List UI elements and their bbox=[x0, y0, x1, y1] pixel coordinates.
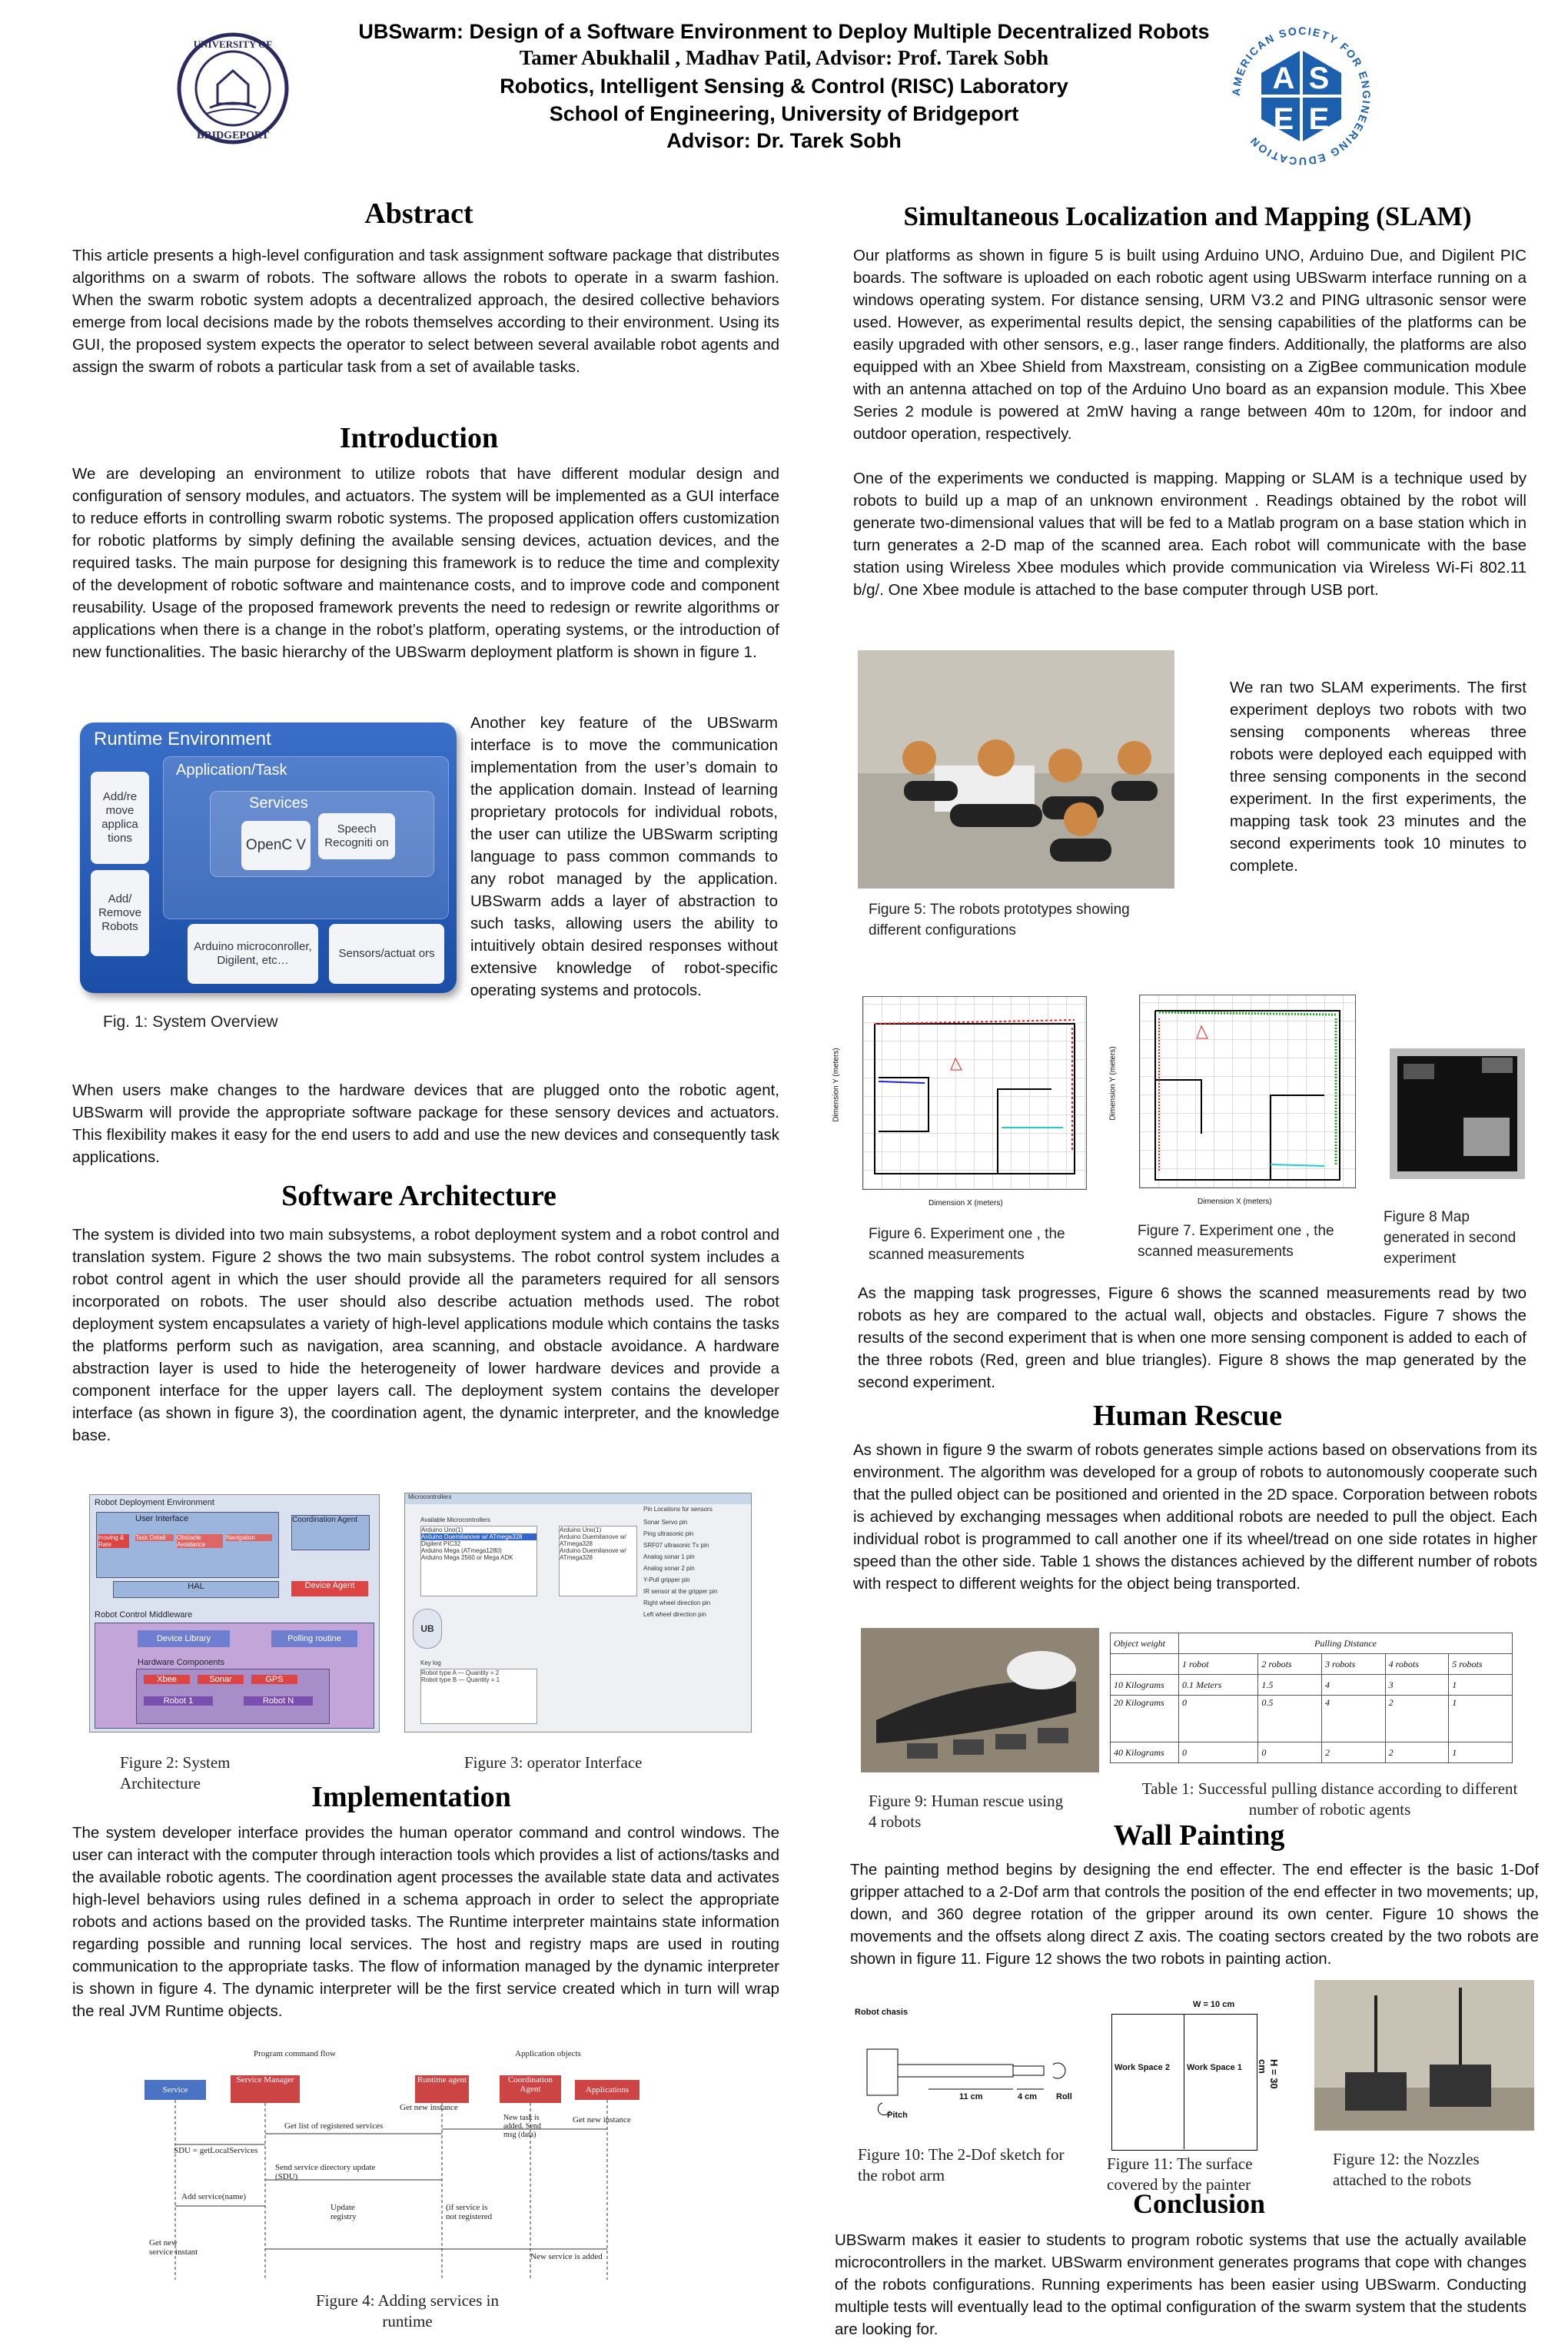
fig3-item[interactable]: Arduino Duemilanove w/ ATmega328 bbox=[421, 1533, 537, 1540]
fig10-chassis: Robot chasis bbox=[855, 2008, 909, 2017]
asee-letter-e1: E bbox=[1273, 102, 1294, 136]
fig3-pins bbox=[643, 1517, 743, 1620]
fig12-caption: Figure 12: the Nozzles attached to the robots bbox=[1333, 2150, 1480, 2189]
fig2-robot1: Robot 1 bbox=[144, 1696, 213, 1706]
table1-row-label: 20 Kilograms bbox=[1111, 1696, 1179, 1742]
svg-text:AMERICAN SOCIETY FOR ENGINEERI: AMERICAN SOCIETY FOR ENGINEERING EDUCATION bbox=[1229, 24, 1374, 168]
fig2-system-architecture bbox=[89, 1494, 380, 1732]
fig2-robotn: Robot N bbox=[244, 1696, 313, 1706]
fig3-item[interactable]: Digilent PIC32 bbox=[421, 1540, 461, 1547]
table-row bbox=[1111, 1675, 1513, 1696]
fig2-obstacle: Obstacle Avoidance bbox=[177, 1534, 223, 1548]
fig1-services bbox=[210, 791, 434, 877]
fig3-log-line: Robot type A — Quantity = 2 bbox=[421, 1669, 500, 1676]
fig3-robot-logo: UB bbox=[413, 1609, 442, 1649]
fig4-msg: Get new instance bbox=[400, 2103, 458, 2112]
fig10-roll: Roll bbox=[1056, 2092, 1072, 2101]
fig3-item[interactable]: Arduino Mega (ATmega1280) bbox=[421, 1547, 502, 1554]
fig1-runtime-label: Runtime Environment bbox=[94, 729, 271, 749]
fig10-caption: Figure 10: The 2-Dof sketch for the robot arm bbox=[858, 2145, 1065, 2184]
table1-col-header: 4 robots bbox=[1385, 1654, 1449, 1675]
table1-cell: 2 bbox=[1385, 1696, 1449, 1742]
fig4-msg: SDU = getLocalServices bbox=[174, 2146, 258, 2155]
fig2-xbee: Xbee bbox=[144, 1675, 190, 1684]
table1-cell: 0 bbox=[1179, 1742, 1258, 1763]
fig6-plot bbox=[829, 988, 1098, 1211]
fig10-arm-sketch bbox=[852, 2003, 1082, 2126]
fig6-grid bbox=[862, 996, 1087, 1190]
fig3-pin-field[interactable]: Analog sonar 2 pin bbox=[643, 1565, 695, 1572]
fig2-ui-box bbox=[96, 1512, 279, 1578]
slam-after-text: As the mapping task progresses, Figure 6 shows the scanned measurements read by two robots as hey are compared to the actual wall, objects and obstacles. Figure 7 shows the results of the second experiment that is when one more sensing component is added to each of the three robots (Red, green and blue triangles). Figure 8 shows the map generated by the second experiment. bbox=[858, 1284, 1526, 1391]
table1-cell: 0 bbox=[1179, 1696, 1258, 1742]
fig6-measurements bbox=[863, 997, 1086, 1189]
table1-col-header: 3 robots bbox=[1322, 1654, 1386, 1675]
nozzles-photo-icon bbox=[1314, 1980, 1534, 2131]
fig2-device-library: Device Library bbox=[138, 1630, 230, 1647]
fig1-caption: Fig. 1: System Overview bbox=[103, 1013, 278, 1031]
introduction-side-text: Another key feature of the UBSwarm interface is to move the communication implementation from the user’s domain to the application domain. Instead of learning proprietary protocols for individual robots, the user can utilize the UBSwarm scripting language to pass common commands to any robot managed by the application. UBSwarm adds a layer of abstraction to such tasks, allowing users the ability to intuitively obtain desired responses without extensive knowledge of robot-specific operating systems and protocols. bbox=[470, 714, 778, 999]
slam-side-text: We ran two SLAM experiments. The first experiment deploys two robots with two sensing components whereas three robots were deployed each equipped with three sensing components in the second experiment. In the first experiments, the mapping task took 23 minutes and the second experiments took 10 minutes to complete. bbox=[1230, 679, 1526, 875]
table1-header-group: Pulling Distance bbox=[1179, 1633, 1513, 1654]
fig5-robots-photo bbox=[858, 650, 1174, 889]
fig8-map bbox=[1390, 1048, 1525, 1179]
robots-photo-icon bbox=[858, 650, 1174, 889]
fig5-caption: Figure 5: The robots prototypes showing different configurations bbox=[869, 902, 1130, 938]
poster-school: School of Engineering, University of Bridgeport bbox=[549, 102, 1019, 125]
fig2-task-detail: Task Detail bbox=[135, 1534, 174, 1541]
fig2-navigation: Navigation bbox=[226, 1534, 272, 1541]
fig4-msg: New service is added bbox=[530, 2252, 603, 2261]
fig4-msg: New task is added. Send msg (data) bbox=[503, 2114, 541, 2139]
fig3-pin-field[interactable]: Ping ultrasonic pin bbox=[643, 1530, 694, 1537]
fig3-pin-field[interactable]: SRF07 ultrasonic Tx pin bbox=[643, 1542, 709, 1549]
fig2-polling: Polling routine bbox=[271, 1630, 357, 1647]
fig10-pitch: Pitch bbox=[887, 2111, 908, 2120]
table1-cell: 4 bbox=[1322, 1675, 1386, 1696]
fig9-caption: Figure 9: Human rescue using 4 robots bbox=[869, 1792, 1064, 1831]
table1-header-weight: Object weight bbox=[1111, 1633, 1179, 1654]
fig1-arduino: Arduino microconroller, Digilent, etc… bbox=[188, 924, 318, 984]
fig3-operator-interface bbox=[404, 1493, 752, 1732]
fig3-list-header: Available Microcontrollers bbox=[420, 1517, 490, 1523]
asee-letter-s: S bbox=[1308, 61, 1330, 95]
slam-text1: Our platforms as shown in figure 5 is built using Arduino UNO, Arduino Due, and Digilent PIC boards. The software is uploaded on each robotic agent using UBSwarm interface running on a windows operating system. For distance sensing, URM V3.2 and PING ultrasonic sensor were used. However, as experimental results depict, the sensing capabilities of the platforms can be easily upgraded with other sensors, e.g., laser range finders. Additionally, the platforms are also equipped with an Xbee Shield from Maxstream, consisting on a ZigBee communication module with an antenna attached on top of the Arduino Uno board as an expansion module. This Xbee Series 2 module is powered at 2mW having a range between 40m to 120m, for indoor and outdoor operation, respectively. bbox=[853, 247, 1526, 443]
fig3-caption: Figure 3: operator Interface bbox=[464, 1753, 643, 1772]
fig1-speech: Speech Recogniti on bbox=[318, 813, 395, 859]
human-rescue-text: As shown in figure 9 the swarm of robots generates simple actions based on observations from its environment. The algorithm was developed for a group of robots to autonomously cooperate such that the pulled object can be positioned and oriented in the 2D space. Corporation between robots is achieved by exchanging messages when additional robots are needed to pull the object. Each individual robot is programmed to call another one if its wheel/tread on one side rotates in higher speed than the other side. Table 1 shows the distances achieved by the different number of robots with respect to different weights for the object being transported. bbox=[853, 1441, 1537, 1593]
fig9-rescue-photo bbox=[861, 1628, 1099, 1772]
fig4-caption: Figure 4: Adding services in runtime bbox=[316, 2291, 499, 2330]
fig1-services-label: Services bbox=[249, 795, 308, 812]
table1-cell: 2 bbox=[1385, 1742, 1449, 1763]
fig11-width: W = 10 cm bbox=[1193, 2000, 1235, 2009]
fig7-measurements bbox=[1140, 995, 1355, 1188]
introduction-after-text: When users make changes to the hardware devices that are plugged onto the robotic agent, UBSwarm will provide the appropriate software package for these sensory devices and actuators. This flexibility makes it easy for the end users to add and use the new devices and consequently task applications. bbox=[72, 1081, 779, 1166]
fig11-surface bbox=[1104, 1998, 1288, 2152]
table1-cell: 1 bbox=[1449, 1742, 1513, 1763]
fig4-msg: Add service(name) bbox=[181, 2192, 246, 2201]
fig2-hardware-label: Hardware Components bbox=[138, 1658, 225, 1667]
fig11-ws1: Work Space 1 bbox=[1187, 2063, 1242, 2072]
fig4-msg: Get new service instant bbox=[149, 2238, 198, 2257]
asee-seal-icon bbox=[1228, 23, 1374, 169]
fig4-program-flow: Program command flow bbox=[254, 2049, 336, 2058]
fig2-ui-label: User Interface bbox=[135, 1514, 189, 1523]
table1-cell: 4 bbox=[1322, 1696, 1386, 1742]
fig1-runtime-environment bbox=[80, 723, 457, 993]
table1-cell: 0.1 Meters bbox=[1179, 1675, 1258, 1696]
fig4-runtime-agent: Runtime agent bbox=[415, 2075, 469, 2103]
fig11-box bbox=[1111, 2014, 1257, 2151]
fig7-grid bbox=[1139, 995, 1356, 1188]
fig3-log-line: Robot type B — Quantity = 1 bbox=[421, 1676, 500, 1683]
table1-row-label: 10 Kilograms bbox=[1111, 1675, 1179, 1696]
table1-row-label: 40 Kilograms bbox=[1111, 1742, 1179, 1763]
fig6-xlabel: Dimension X (meters) bbox=[929, 1199, 1003, 1208]
fig2-deployment-label: Robot Deployment Environment bbox=[95, 1498, 214, 1507]
fig1-sensors: Sensors/actuat ors bbox=[329, 924, 444, 984]
table1 bbox=[1110, 1633, 1513, 1771]
arm-sketch-icon bbox=[852, 2003, 1082, 2126]
fig1-add-remove-robots: Add/ Remove Robots bbox=[91, 870, 149, 956]
fig3-window-title: Microcontrollers bbox=[405, 1493, 751, 1504]
fig11-caption: Figure 11: The surface covered by the painter bbox=[1107, 2154, 1253, 2194]
poster-authors: Tamer Abukhalil , Madhav Patil, Advisor: Prof. Tarek Sobh bbox=[519, 46, 1049, 69]
wall-painting-text: The painting method begins by designing the end effecter. The end effecter is the basic 1-Dof gripper attached to a 2-Dof arm that controls the position of the end effecter in two movements; up, down, and 360 degree rotation of the gripper around its own center. Figure 10 shows the movements and the offsets along direct Z axis. The coating sectors created by the two robots are shown in figure 11. Figure 12 shows the two robots in painting action. bbox=[850, 1861, 1539, 1968]
fig7-plot bbox=[1105, 987, 1367, 1210]
asee-letter-a: A bbox=[1272, 61, 1295, 95]
fig4-coordination-agent: Coordination Agent bbox=[500, 2075, 561, 2103]
fig4-applications: Applications bbox=[575, 2080, 639, 2100]
fig12-nozzles-photo bbox=[1314, 1980, 1534, 2131]
implementation-title: Implementation bbox=[311, 1781, 511, 1813]
svg-text:UNIVERSITY OF: UNIVERSITY OF bbox=[193, 38, 273, 50]
fig1-app-task bbox=[163, 756, 449, 919]
fig1-opencv: OpenC V bbox=[241, 821, 311, 870]
table1-col-header: 1 robot bbox=[1179, 1654, 1258, 1675]
fig3-pin-field[interactable]: Right wheel direction pin bbox=[643, 1600, 711, 1606]
fig2-middleware-label: Robot Control Middleware bbox=[95, 1610, 193, 1619]
asee-letter-e2: E bbox=[1308, 102, 1330, 136]
conclusion-text: UBSwarm makes it easier to students to program robotic systems that use the actually available microcontrollers in the market. UBSwarm environment generates programs that cope with changes of the robots configurations. Running experiments has been easier using UBSwarm. Conducting multiple tests will eventually lead to the optimal configuration of the swarm system that the students are looking for. bbox=[835, 2231, 1526, 2338]
fig4-adding-services bbox=[138, 2049, 676, 2283]
fig3-selected-item[interactable]: Arduino Duemilanove w/ ATmega328 bbox=[560, 1533, 626, 1547]
abstract-text: This article presents a high-level configuration and task assignment software package that distributes algorithms on a swarm of robots. The software allows the robots to operate in a swarm fashion. When the swarm robotic system adopts a decentralized approach, the desired collective behaviors emerge from local decisions made by the robots themselves according to their environment. Using its GUI, the proposed system expects the operator to select between several available robot agents and assign the swarm of robots a particular task from a set of available tasks. bbox=[72, 247, 779, 376]
fig2-caption: Figure 2: System Architecture bbox=[120, 1753, 231, 1792]
fig4-msg: Get new instance bbox=[573, 2115, 631, 2124]
fig3-key-log bbox=[420, 1669, 537, 1724]
fig4-msg: Get list of registered services bbox=[284, 2121, 384, 2131]
implementation-text: The system developer interface provides the human operator command and control windows. The user can interact with the computer through interaction tools which provides a list of actions/tasks and the available robotic agents. The coordination agent processes the available state data and activates high-level behaviors using rules defined in a schema approach in order to select the appropriate robots and actions based on the provided tasks. The Runtime interpreter maintains state information regarding possible and running local services. The host and registry maps are used in routing communication to the appropriate tasks. The flow of information managed by the dynamic interpreter is shown in figure 4. The dynamic interpreter will be the first service created which in turn will wrap the real JVM Runtime objects. bbox=[72, 1824, 779, 2020]
human-rescue-title: Human Rescue bbox=[1093, 1400, 1282, 1432]
table1-cell: 1 bbox=[1449, 1675, 1513, 1696]
fig7-caption: Figure 7. Experiment one , the scanned measurements bbox=[1138, 1223, 1334, 1260]
fig8-map-image bbox=[1390, 1048, 1525, 1179]
abstract-title: Abstract bbox=[364, 198, 473, 230]
poster-title: UBSwarm: Design of a Software Environment to Deploy Multiple Decentralized Robots bbox=[358, 20, 1210, 43]
slam-text2: One of the experiments we conducted is mapping. Mapping or SLAM is a technique used by robots to build up a map of an unknown environment . Readings obtained by the robot will generate two-dimensional values that will be fed to a Matlab program on a base station which in turn generates a 2-D map of the scanned area. Each robot will communicate with the base station using Wireless Xbee modules which provide communication via Wireless Wi-Fi 802.11 b/g/. One Xbee module is attached to the base computer through USB port. bbox=[853, 470, 1526, 599]
fig10-len1: 11 cm bbox=[959, 2092, 983, 2101]
fig3-pin-field[interactable]: Left wheel direction pin bbox=[643, 1611, 706, 1618]
fig4-msg: Update registry bbox=[331, 2203, 357, 2221]
asee-logo bbox=[1228, 23, 1374, 169]
table1-caption: Table 1: Successful pulling distance according to different number of robotic agents bbox=[1141, 1779, 1518, 1819]
table1-cell: 1.5 bbox=[1258, 1675, 1322, 1696]
fig4-service-manager: Service Manager bbox=[231, 2075, 300, 2103]
fig4-msg: (if service is not registered bbox=[446, 2203, 493, 2221]
conclusion-title: Conclusion bbox=[1132, 2188, 1266, 2219]
poster-lab: Robotics, Intelligent Sensing & Control (RISC) Laboratory bbox=[500, 75, 1068, 98]
table1-cell: 2 bbox=[1322, 1742, 1386, 1763]
rescue-photo-icon bbox=[861, 1628, 1099, 1772]
table1-grid bbox=[1110, 1633, 1513, 1763]
fig1-app-task-label: Application/Task bbox=[176, 762, 287, 779]
fig11-ws2: Work Space 2 bbox=[1115, 2063, 1170, 2072]
fig6-caption: Figure 6. Experiment one , the scanned measurements bbox=[869, 1226, 1065, 1263]
fig2-hal: HAL bbox=[113, 1581, 279, 1598]
fig3-item[interactable]: Arduino Uno(1) bbox=[421, 1526, 463, 1533]
table1-col-header: 2 robots bbox=[1258, 1654, 1322, 1675]
fig3-pin-field[interactable]: Sonar Servo pin bbox=[643, 1519, 688, 1526]
fig2-moving: moving & Rate bbox=[98, 1534, 129, 1548]
fig7-ylabel: Dimension Y (meters) bbox=[1108, 1046, 1118, 1121]
introduction-title: Introduction bbox=[339, 422, 499, 454]
fig10-len2: 4 cm bbox=[1018, 2092, 1038, 2101]
software-architecture-text: The system is divided into two main subsystems, a robot deployment system and a robot control and translation system. Figure 2 shows the two main subsystems. The robot control system includes a robot control agent in which the user should provide all the parameters required for all sensors incorporated on robots. The user should also describe actuation methods used. The robot deployment system encapsulates a variety of high-level applications module which contains the tasks the platforms perform such as navigation, area scanning, and obstacle avoidance. A hardware abstraction layer is used to hide the heterogeneity of lower hardware devices and provide a component interface for the upper layers call. The deployment system contains the developer interface (as shown in figure 3), the coordination agent, the dynamic interpreter, and the knowledge base. bbox=[72, 1226, 779, 1444]
fig3-pin-field[interactable]: IR sensor at the gripper pin bbox=[643, 1588, 718, 1595]
table1-cell: 0 bbox=[1258, 1742, 1322, 1763]
fig4-msg: Send service directory update (SDU) bbox=[275, 2163, 376, 2181]
fig7-xlabel: Dimension X (meters) bbox=[1198, 1198, 1272, 1206]
wall-painting-title: Wall Painting bbox=[1113, 1819, 1285, 1852]
table1-cell: 1 bbox=[1449, 1696, 1513, 1742]
fig3-list[interactable] bbox=[420, 1526, 537, 1596]
fig11-height: H = 30 cm bbox=[1257, 2059, 1280, 2089]
introduction-text: We are developing an environment to utilize robots that have different modular design and configuration of sensory modules, and actuators. The system will be implemented as a GUI interface to reduce efforts in controlling swarm robotic systems. The proposed application offers customization for robotic platforms by simply defining the available sensing devices, actuation devices, and the required tasks. The main purpose for designing this framework is to reduce the time and complexity of the development of robotic software and maintenance costs, and to improve code and component reusability. Usage of the proposed framework prevents the need to redesign or rewrite algorithms or applications when there is a change in the robot’s platform, operating systems, or the introduction of new functionalities. The basic hierarchy of the UBSwarm deployment platform is shown in figure 1. bbox=[72, 465, 779, 661]
fig3-item[interactable]: Arduino Mega 2560 or Mega ADK bbox=[421, 1554, 513, 1561]
fig3-key-log-label: Key log bbox=[420, 1659, 441, 1666]
table1-cell: 3 bbox=[1385, 1675, 1449, 1696]
fig3-selected-item[interactable]: Arduino Uno(1) bbox=[560, 1526, 602, 1533]
table1-cell: 0.5 bbox=[1258, 1696, 1322, 1742]
svg-text:BRIDGEPORT: BRIDGEPORT bbox=[197, 130, 269, 141]
table-row bbox=[1111, 1742, 1513, 1763]
fig3-selected-item[interactable]: Arduino Duemilanove w/ ATmega328 bbox=[560, 1547, 626, 1561]
fig1-add-remove-apps: Add/re move applica tions bbox=[91, 772, 149, 864]
fig8-caption: Figure 8 Map generated in second experiment bbox=[1384, 1209, 1517, 1267]
fig4-sequence-lines bbox=[138, 2049, 676, 2283]
fig2-device-agent: Device Agent bbox=[291, 1581, 368, 1596]
fig3-selected-list[interactable] bbox=[559, 1526, 637, 1596]
fig3-pins-header: Pin Locations for sensors bbox=[643, 1506, 713, 1513]
fig4-app-objects: Application objects bbox=[515, 2049, 581, 2058]
software-architecture-title: Software Architecture bbox=[281, 1180, 556, 1212]
fig3-pin-field[interactable]: Analog sonar 1 pin bbox=[643, 1553, 695, 1560]
slam-title: Simultaneous Localization and Mapping (SLAM) bbox=[903, 201, 1472, 231]
table-row bbox=[1111, 1696, 1513, 1742]
fig2-coord: Coordination Agent bbox=[291, 1515, 370, 1550]
fig6-ylabel: Dimension Y (meters) bbox=[832, 1048, 841, 1122]
fig2-sonar: Sonar bbox=[198, 1675, 244, 1684]
fig3-pin-field[interactable]: Y-Pull gripper pin bbox=[643, 1576, 690, 1583]
table1-empty bbox=[1111, 1654, 1179, 1675]
poster-advisor: Advisor: Dr. Tarek Sobh bbox=[666, 129, 902, 152]
table1-col-header: 5 robots bbox=[1449, 1654, 1513, 1675]
fig4-service: Service bbox=[145, 2080, 206, 2100]
fig2-gps: GPS bbox=[251, 1675, 297, 1684]
